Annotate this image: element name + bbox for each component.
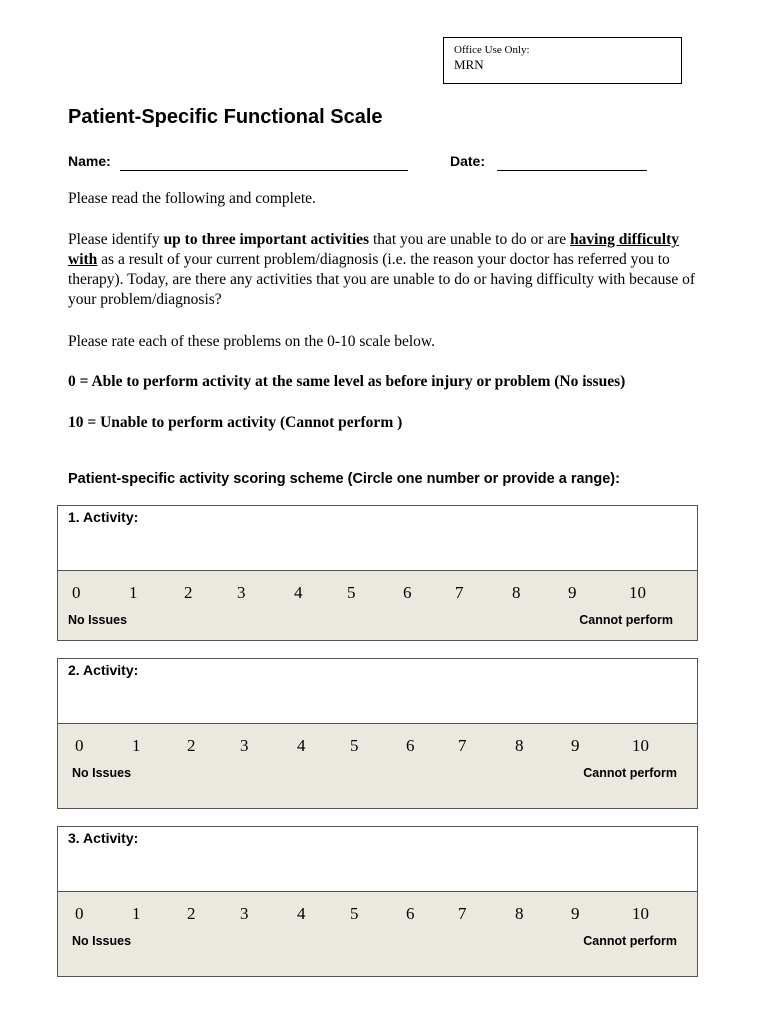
- name-field[interactable]: [120, 170, 408, 171]
- name-label: Name:: [68, 153, 111, 169]
- date-field[interactable]: [497, 170, 647, 171]
- rating-0[interactable]: 0: [75, 736, 84, 755]
- rating-scale: [58, 571, 697, 611]
- rating-4[interactable]: 4: [297, 736, 306, 755]
- no-issues-label: No Issues: [68, 613, 128, 627]
- activity-box-2: [57, 658, 698, 809]
- rating-8[interactable]: 8: [515, 904, 524, 923]
- office-use-box: [443, 37, 682, 84]
- rating-8[interactable]: 8: [512, 583, 521, 602]
- rating-0[interactable]: 0: [72, 583, 81, 602]
- bold-text: up to three important activities: [163, 231, 370, 248]
- intro-text: Please read the following and complete.: [68, 190, 316, 207]
- rating-4[interactable]: 4: [294, 583, 303, 602]
- rating-5[interactable]: 5: [350, 904, 359, 923]
- underlined-text: having difficulty with: [68, 231, 680, 268]
- rating-1[interactable]: 1: [129, 583, 138, 602]
- rating-5[interactable]: 5: [347, 583, 356, 602]
- rating-7[interactable]: 7: [458, 904, 467, 923]
- scoring-scheme-heading: Patient-specific activity scoring scheme (Circle one number or provide a range):: [68, 471, 620, 487]
- rating-2[interactable]: 2: [184, 583, 193, 602]
- rating-2[interactable]: 2: [187, 904, 196, 923]
- rating-6[interactable]: 6: [406, 736, 415, 755]
- rating-7[interactable]: 7: [455, 583, 464, 602]
- scale-ten-definition: 10 = Unable to perform activity (Cannot perform ): [68, 414, 403, 431]
- cannot-perform-label: Cannot perform: [579, 613, 673, 627]
- instructions-text: [68, 230, 708, 310]
- rating-9[interactable]: 9: [571, 736, 580, 755]
- rating-0[interactable]: 0: [75, 904, 84, 923]
- activity-label: 3. Activity:: [68, 830, 139, 846]
- rating-1[interactable]: 1: [132, 736, 141, 755]
- rating-3[interactable]: 3: [240, 904, 249, 923]
- rating-9[interactable]: 9: [568, 583, 577, 602]
- rating-10[interactable]: 10: [632, 904, 649, 923]
- no-issues-label: No Issues: [72, 766, 132, 780]
- rating-1[interactable]: 1: [132, 904, 141, 923]
- cannot-perform-label: Cannot perform: [583, 934, 677, 948]
- rating-scale: [61, 892, 697, 932]
- rating-6[interactable]: 6: [406, 904, 415, 923]
- mrn-label: MRN: [454, 57, 484, 72]
- activity-box-1: [57, 505, 698, 641]
- page-title: Patient-Specific Functional Scale: [68, 106, 383, 128]
- activity-label: 1. Activity:: [68, 509, 139, 525]
- rating-3[interactable]: 3: [237, 583, 246, 602]
- activity-input-1[interactable]: [58, 506, 697, 571]
- rating-3[interactable]: 3: [240, 736, 249, 755]
- activity-label: 2. Activity:: [68, 662, 139, 678]
- activity-box-3: [57, 826, 698, 977]
- rating-instructions: Please rate each of these problems on the 0-10 scale below.: [68, 333, 435, 350]
- rating-9[interactable]: 9: [571, 904, 580, 923]
- text: that you are unable to do or are: [369, 231, 571, 248]
- text: Please identify: [68, 231, 164, 248]
- rating-6[interactable]: 6: [403, 583, 412, 602]
- rating-10[interactable]: 10: [632, 736, 649, 755]
- rating-4[interactable]: 4: [297, 904, 306, 923]
- rating-2[interactable]: 2: [187, 736, 196, 755]
- activity-input-3[interactable]: [58, 827, 697, 892]
- no-issues-label: No Issues: [72, 934, 132, 948]
- rating-5[interactable]: 5: [350, 736, 359, 755]
- rating-scale: [61, 724, 697, 764]
- rating-7[interactable]: 7: [458, 736, 467, 755]
- rating-8[interactable]: 8: [515, 736, 524, 755]
- rating-10[interactable]: 10: [629, 583, 646, 602]
- office-use-label: Office Use Only:: [454, 44, 530, 56]
- activity-input-2[interactable]: [58, 659, 697, 724]
- text: as a result of your current problem/diagnosis (i.e. the reason your doctor has referred you to therapy). Today, are there any activities that you are unable to do or having difficulty with because of your problem/diagnosis?: [68, 251, 696, 308]
- scale-zero-definition: 0 = Able to perform activity at the same level as before injury or problem (No issues): [68, 373, 626, 390]
- cannot-perform-label: Cannot perform: [583, 766, 677, 780]
- date-label: Date:: [450, 153, 486, 169]
